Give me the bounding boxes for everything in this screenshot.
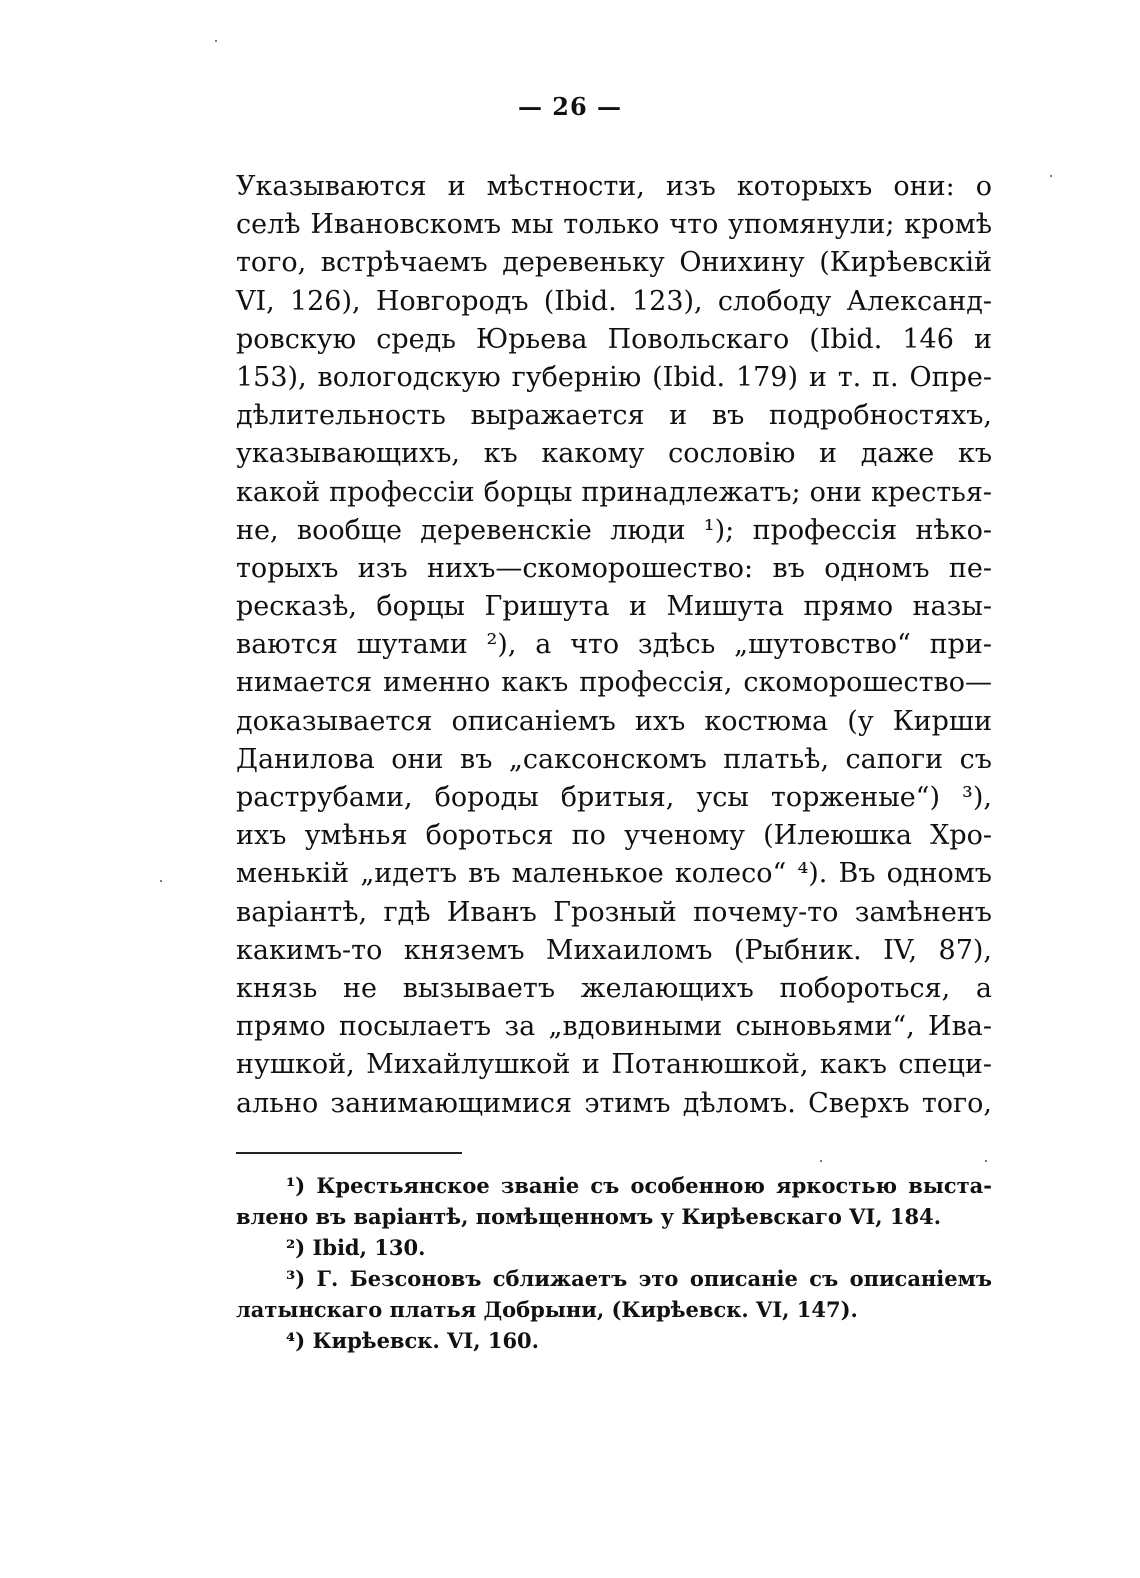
- footnote-line: латынскаго платья Добрыни, (Кирѣевск. VI, 147).: [236, 1297, 858, 1322]
- body-line: доказывается описаніемъ ихъ костюма (у Кирши: [236, 705, 992, 737]
- body-line: того, встрѣчаемъ деревеньку Онихину (Кирѣевскій: [236, 247, 992, 279]
- body-line: ровскую средь Юрьева Повольскаго (Ibid. 146 и: [236, 323, 992, 355]
- body-line: ально занимающимися этимъ дѣломъ. Сверхъ того,: [236, 1087, 992, 1119]
- body-line: ресказѣ, борцы Гришута и Мишута прямо назы-: [236, 591, 992, 623]
- body-line: торыхъ изъ нихъ—скоморошество: въ одномъ пе-: [236, 552, 992, 584]
- body-line: нимается именно какъ профессія, скоморошество—: [236, 667, 992, 699]
- scan-speck: [215, 40, 217, 42]
- body-line: варіантѣ, гдѣ Иванъ Грозный почему-то замѣненъ: [236, 896, 992, 928]
- body-line: какимъ-то княземъ Михаиломъ (Рыбник. IV, 87),: [236, 934, 992, 966]
- footnote-divider: [236, 1152, 462, 1154]
- body-line: ваются шутами ²), а что здѣсь „шутовство“ при-: [236, 629, 992, 661]
- body-line: раструбами, бороды бритыя, усы торженые“) ³),: [236, 782, 992, 813]
- body-line: указывающихъ, къ какому сословію и даже къ: [236, 438, 992, 470]
- body-text: [236, 168, 992, 1123]
- body-line: прямо посылаетъ за „вдовиными сыновьями“, Ива-: [236, 1011, 992, 1043]
- body-line: не, вообще деревенскіе люди ¹); профессія нѣко-: [236, 514, 992, 546]
- body-line: менькій „идетъ въ маленькое колесо“ ⁴). Въ одномъ: [236, 858, 992, 890]
- scan-speck: [985, 1160, 987, 1162]
- body-line: VI, 126), Новгородъ (Ibid. 123), слободу Александ-: [236, 285, 992, 317]
- body-line: нушкой, Михайлушкой и Потанюшкой, какъ специ-: [236, 1049, 992, 1081]
- body-line: Данилова они въ „саксонскомъ платьѣ, сапоги съ: [236, 743, 992, 775]
- scan-speck: [160, 880, 162, 882]
- body-line: Указываются и мѣстности, изъ которыхъ они: о: [236, 171, 992, 202]
- footnotes: [236, 1170, 992, 1356]
- footnote-line: ¹) Крестьянское званіе съ особенною яркостью выста-: [286, 1173, 992, 1198]
- footnote-line: ²) Ibid, 130.: [286, 1235, 426, 1260]
- footnote-line: ³) Г. Безсоновъ сближаетъ это описаніе съ описаніемъ: [286, 1266, 992, 1291]
- scan-speck: [1050, 175, 1052, 177]
- page-number: — 26 —: [517, 92, 623, 121]
- body-line: дѣлительность выражается и въ подробностяхъ,: [236, 400, 992, 432]
- footnote-line: влено въ варіантѣ, помѣщенномъ у Кирѣевскаго VI, 184.: [236, 1204, 942, 1229]
- body-line: князь не вызываетъ желающихъ побороться, а: [236, 972, 992, 1004]
- body-line: ихъ умѣнья бороться по ученому (Илеюшка Хро-: [236, 820, 992, 852]
- body-line: 153), вологодскую губернію (Ibid. 179) и т. п. Опре-: [236, 361, 992, 393]
- scan-speck: [820, 1160, 822, 1162]
- body-line: какой профессіи борцы принадлежатъ; они крестья-: [236, 476, 992, 508]
- body-line: селѣ Ивановскомъ мы только что упомянули; кромѣ: [236, 209, 992, 241]
- footnote-line: ⁴) Кирѣевск. VI, 160.: [286, 1328, 539, 1353]
